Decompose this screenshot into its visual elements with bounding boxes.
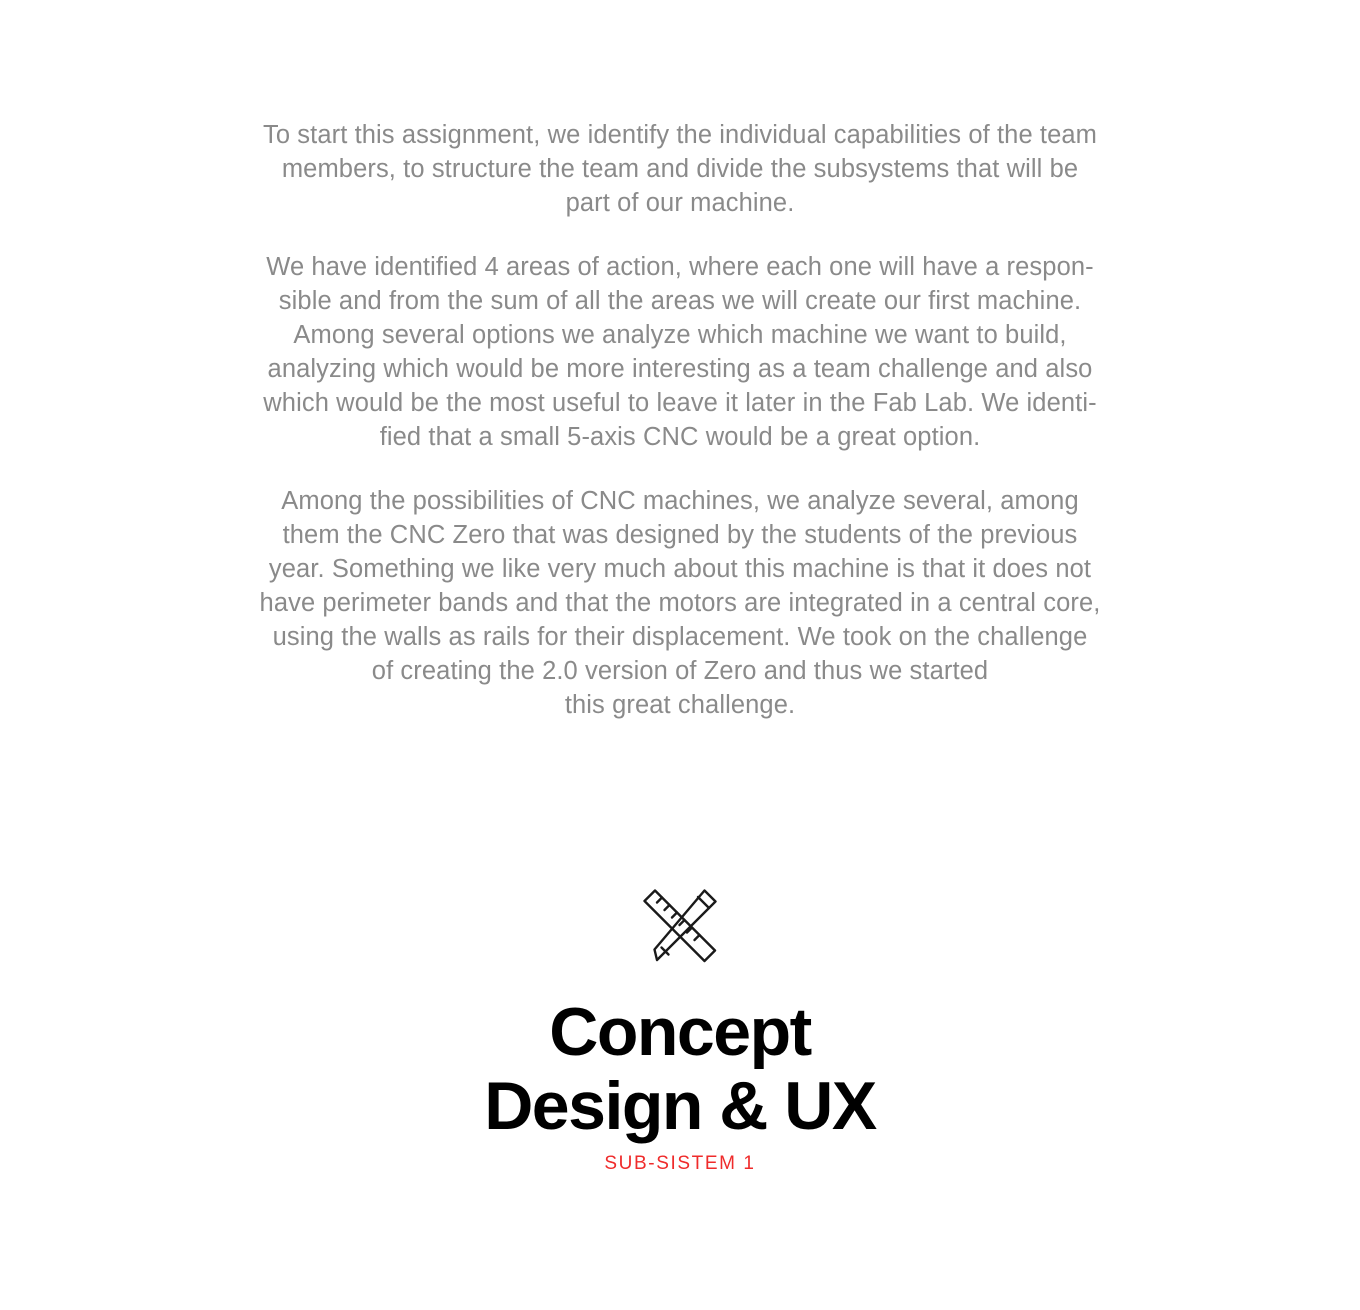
paragraph-3 [215, 484, 1145, 722]
paragraph-2-line-4: analyzing which would be more interesting as a team challenge and also [267, 355, 1093, 383]
section-subtitle: SUB-SISTEM 1 [604, 1153, 756, 1174]
paragraph-3-line-7: this great challenge. [564, 691, 796, 719]
paragraph-2-line-3: Among several options we analyze which machine we want to build, [293, 321, 1067, 349]
paragraph-3-line-3: year. Something we like very much about this machine is that it does not [268, 555, 1092, 583]
paragraph-3-line-1: Among the possibilities of CNC machines, we analyze several, among [281, 487, 1079, 515]
pencil-ruler-icon [0, 880, 1360, 972]
paragraph-3-line-2: them the CNC Zero that was designed by the students of the previous [282, 521, 1078, 549]
section-title-block [0, 995, 1360, 1175]
paragraph-1-line-3: part of our machine. [565, 189, 795, 217]
paragraph-3-line-5: using the walls as rails for their displacement. We took on the challenge [272, 623, 1088, 651]
paragraph-2-line-5: which would be the most useful to leave it later in the Fab Lab. We identi- [263, 389, 1097, 417]
paragraph-2 [215, 250, 1145, 454]
section-title-line-2: Design & UX [484, 1068, 876, 1144]
section-title-line-1: Concept [549, 994, 811, 1070]
paragraph-1 [215, 118, 1145, 220]
paragraph-1-line-1: To start this assignment, we identify the individual capabilities of the team [262, 121, 1098, 149]
paragraph-2-line-6: fied that a small 5-axis CNC would be a great option. [379, 423, 981, 451]
paragraph-1-line-2: members, to structure the team and divide the subsystems that will be [281, 155, 1079, 183]
intro-text-block [215, 118, 1145, 722]
paragraph-2-line-1: We have identified 4 areas of action, where each one will have a respon- [266, 253, 1094, 281]
paragraph-2-line-2: sible and from the sum of all the areas we will create our first machine. [278, 287, 1082, 315]
paragraph-3-line-4: have perimeter bands and that the motors are integrated in a central core, [259, 589, 1101, 617]
paragraph-3-line-6: of creating the 2.0 version of Zero and thus we started [371, 657, 989, 685]
